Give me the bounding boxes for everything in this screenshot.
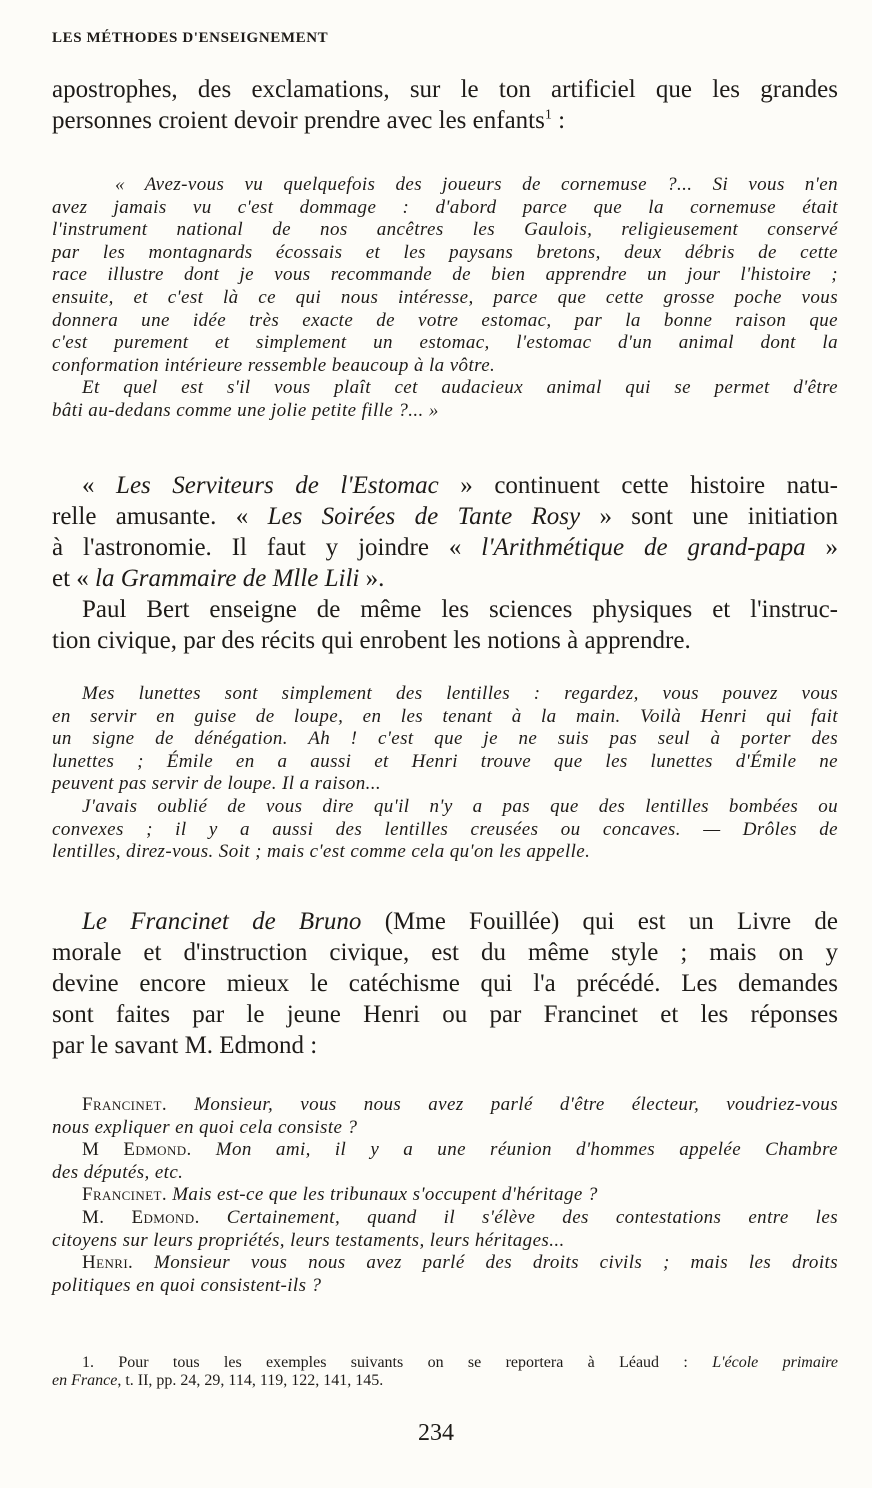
quote-line: un signe de dénégation. Ah ! c'est que je ne suis pas seul à porter des bbox=[52, 728, 838, 750]
quote-line: Mes lunettes sont simplement des lentilles : regardez, vous pouvez vous bbox=[82, 683, 838, 704]
book-title: l'Arithmétique de grand-papa bbox=[481, 534, 806, 561]
quote-line: Et quel est s'il vous plaît cet audacieux animal qui se permet d'être bbox=[82, 377, 838, 399]
text: , t. II, pp. 24, 29, 114, 119, 122, 141, 145. bbox=[117, 1372, 384, 1389]
quote-line: ensuite, et c'est là ce qui nous intéresse, parce que cette grosse poche vous bbox=[52, 286, 838, 308]
paragraph-intro bbox=[52, 74, 838, 136]
dialogue-line bbox=[52, 1139, 838, 1162]
quote-line: par les montagnards écossais et les paysans bretons, deux débris de cette bbox=[52, 241, 838, 263]
speech: Certainement, quand il s'élève des contestations entre les bbox=[199, 1206, 838, 1228]
quote-line: peuvent pas servir de loupe. Il a raison... bbox=[52, 773, 382, 795]
dialogue-line: citoyens sur leurs propriétés, leurs testaments, leurs héritages... bbox=[52, 1229, 565, 1251]
text: ». bbox=[359, 565, 385, 592]
quote-dialogue bbox=[52, 1094, 838, 1297]
book-title: Les Serviteurs de l'Estomac bbox=[116, 472, 439, 499]
text: » sont une initiation bbox=[580, 503, 838, 530]
book-title: L'école primaire bbox=[712, 1354, 839, 1371]
dialogue-line: nous expliquer en quoi cela consiste ? bbox=[52, 1116, 358, 1138]
quote-line: c'est purement et simplement un estomac, l'estomac d'un animal dont la bbox=[52, 332, 838, 354]
book-title: la Grammaire de Mlle Lili bbox=[95, 565, 360, 592]
quote-line: race illustre dont je vous recommande de bien apprendre un jour l'histoire ; bbox=[52, 264, 838, 286]
book-title: Le Francinet de Bruno bbox=[82, 908, 362, 935]
text-line: par le savant M. Edmond : bbox=[52, 1032, 318, 1059]
dialogue-line: politiques en quoi consistent-ils ? bbox=[52, 1274, 322, 1296]
quote-line: lentilles, direz-vous. Soit ; mais c'est comme cela qu'on les appelle. bbox=[52, 841, 591, 863]
quote-line: J'avais oublié de vous dire qu'il n'y a pas que des lentilles bombées ou bbox=[82, 795, 838, 817]
footnote bbox=[52, 1354, 838, 1390]
text: » continuent cette histoire natu- bbox=[438, 472, 838, 499]
speaker: Henri. bbox=[82, 1252, 134, 1274]
quote-line: lunettes ; Émile en a aussi et Henri trouve que les lunettes d'Émile ne bbox=[52, 750, 838, 772]
text-line: Paul Bert enseigne de même les sciences physiques et l'instruc- bbox=[82, 596, 838, 623]
speaker: M Edmond. bbox=[82, 1139, 192, 1161]
footnote-ref[interactable]: 1 bbox=[544, 107, 552, 123]
footnote-line bbox=[52, 1354, 838, 1372]
page-number: 234 bbox=[418, 1420, 454, 1446]
quote-line: donnera une idée très exacte de votre estomac, par la bonne raison que bbox=[52, 309, 838, 331]
quote-lunettes bbox=[52, 683, 838, 864]
text: personnes croient devoir prendre avec les enfants bbox=[52, 107, 545, 134]
quote-cornemuse bbox=[52, 174, 838, 423]
dialogue-line bbox=[52, 1207, 838, 1230]
text-line: morale et d'instruction civique, est du même style ; mais on y bbox=[52, 939, 838, 966]
speech: Mais est-ce que les tribunaux s'occupent d'héritage ? bbox=[167, 1184, 598, 1206]
quote-line: conformation intérieure ressemble beaucoup à la vôtre. bbox=[52, 354, 496, 376]
running-header: LES MÉTHODES D'ENSEIGNEMENT bbox=[52, 30, 329, 46]
dialogue-line bbox=[52, 1184, 838, 1207]
dialogue-line bbox=[52, 1252, 838, 1275]
quote-line: avez jamais vu c'est dommage : d'abord parce que la cornemuse était bbox=[52, 196, 838, 218]
text-line bbox=[52, 906, 838, 937]
quote-line: bâti au-dedans comme une jolie petite fille ?... » bbox=[52, 399, 439, 421]
text: relle amusante. « bbox=[52, 503, 268, 530]
text: et « bbox=[52, 565, 96, 592]
quote-line: « Avez-vous vu quelquefois des joueurs de cornemuse ?... Si vous n'en bbox=[115, 174, 838, 195]
text-line bbox=[52, 501, 838, 532]
text: » bbox=[805, 534, 838, 561]
text-line: sont faites par le jeune Henri ou par Francinet et les réponses bbox=[52, 1001, 838, 1028]
text-line bbox=[52, 532, 838, 563]
speech: Mon ami, il y a une réunion d'hommes appelée Chambre bbox=[191, 1139, 838, 1161]
quote-line: l'instrument national de nos ancêtres les Gaulois, religieusement conservé bbox=[52, 219, 838, 241]
text: « bbox=[82, 472, 117, 499]
text: (Mme Fouillée) qui est un Livre de bbox=[361, 908, 838, 935]
dialogue-line bbox=[52, 1094, 838, 1117]
text-line: devine encore mieux le catéchisme qui l'a précédé. Les demandes bbox=[52, 970, 838, 997]
book-title: en France bbox=[52, 1372, 118, 1389]
paragraph-titles bbox=[52, 470, 838, 656]
speaker: Francinet. bbox=[82, 1094, 168, 1115]
text-line bbox=[52, 470, 838, 501]
text: 1. Pour tous les exemples suivants on se reportera à Léaud : bbox=[82, 1354, 713, 1371]
text: à l'astronomie. Il faut y joindre « bbox=[52, 534, 482, 561]
speech: Monsieur, vous nous avez parlé d'être électeur, voudriez-vous bbox=[167, 1094, 838, 1115]
speaker: M. Edmond. bbox=[82, 1206, 200, 1228]
speech: Monsieur vous nous avez parlé des droits civils ; mais les droits bbox=[133, 1252, 838, 1274]
text-line bbox=[52, 563, 838, 594]
quote-line: convexes ; il y a aussi des lentilles creusées ou concaves. — Drôles de bbox=[52, 818, 838, 840]
text-line bbox=[52, 105, 838, 136]
text-line: apostrophes, des exclamations, sur le ton artificiel que les grandes bbox=[52, 76, 838, 103]
book-title: Les Soirées de Tante Rosy bbox=[267, 503, 581, 530]
paragraph-francinet bbox=[52, 906, 838, 1061]
dialogue-line: des députés, etc. bbox=[52, 1161, 184, 1183]
quote-line: en servir en guise de loupe, en les tenant à la main. Voilà Henri qui fait bbox=[52, 705, 838, 727]
speaker: Francinet. bbox=[82, 1184, 168, 1206]
text-line: tion civique, par des récits qui enrobent les notions à apprendre. bbox=[52, 627, 691, 654]
footnote-line bbox=[52, 1372, 838, 1390]
text: : bbox=[551, 107, 566, 134]
